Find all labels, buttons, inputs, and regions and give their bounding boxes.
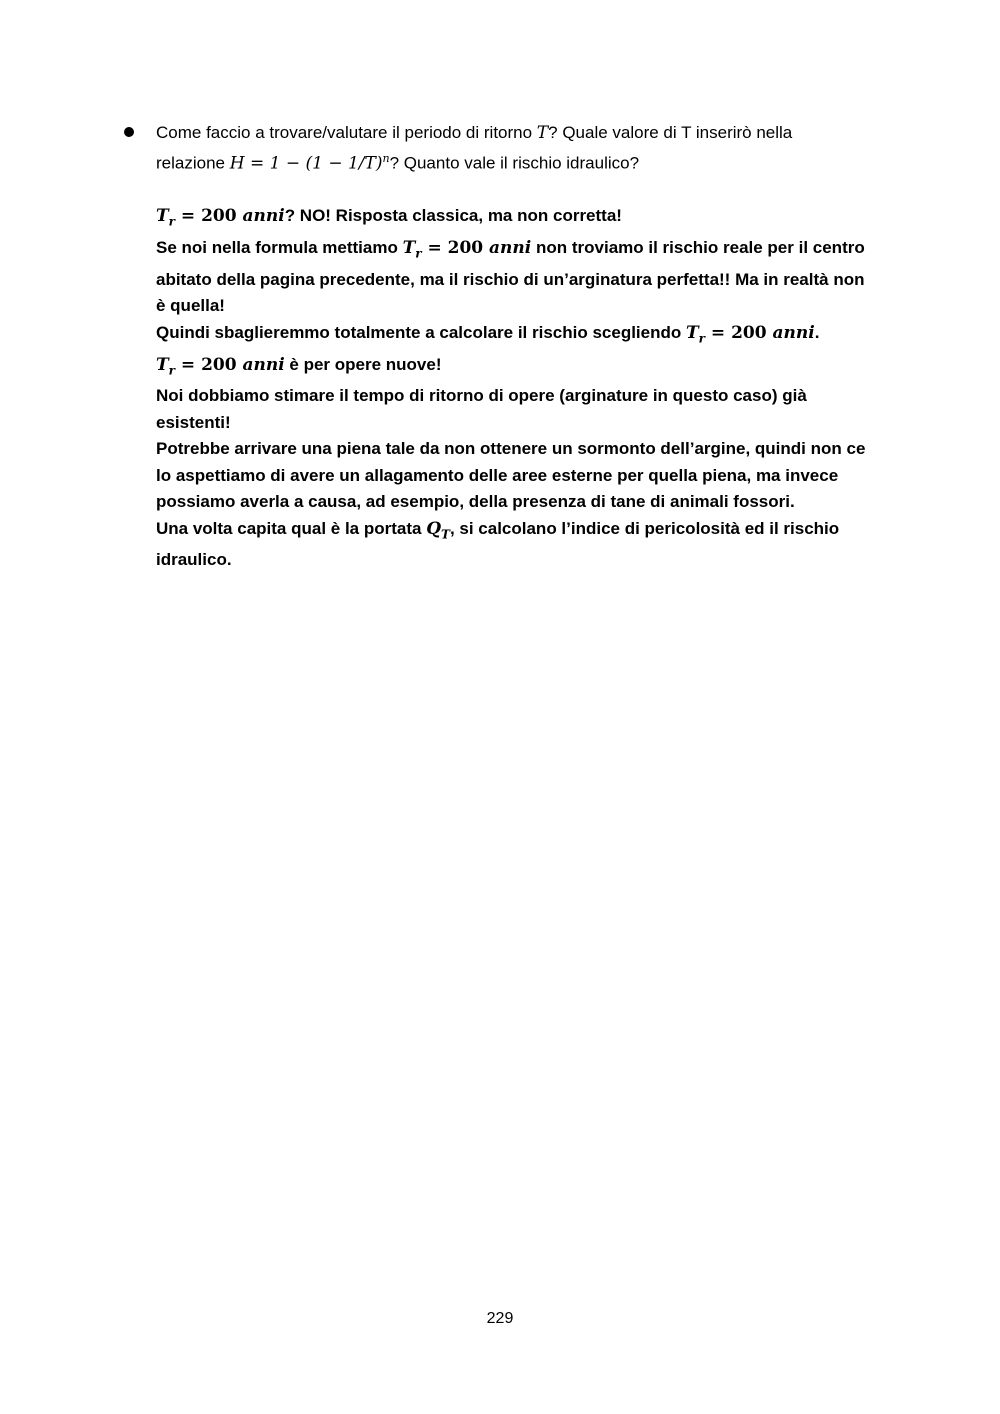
answer-line-10: lo aspettiamo di avere un allagamento delle aree esterne per quella piena, ma invece <box>156 465 839 485</box>
math-subscript: r <box>168 214 175 229</box>
answer-text: Se noi nella formula mettiamo <box>156 238 403 258</box>
answer-line-4: è quella! <box>156 296 225 316</box>
bullet-content <box>156 120 926 574</box>
math-symbol-tr: T <box>156 206 169 227</box>
question-line-2 <box>156 146 926 177</box>
math-unit: anni <box>242 206 285 227</box>
math-subscript: r <box>698 331 705 346</box>
question-text: Come faccio a trovare/valutare il periodo di ritorno <box>156 123 537 142</box>
math-symbol-tr: T <box>402 238 416 259</box>
question-text: relazione <box>156 154 230 174</box>
math-symbol-t: T <box>536 123 549 143</box>
answer-text: è per opere nuove! <box>284 354 442 374</box>
answer-line-9: Potrebbe arrivare una piena tale da non ottenere un sormonto dell’argine, quindi non ce <box>156 439 866 459</box>
math-value: = 200 <box>174 206 243 227</box>
answer-text: Quindi sbaglieremmo totalmente a calcolare il rischio scegliendo <box>156 322 686 342</box>
answer-line-3: abitato della pagina precedente, ma il rischio di un’arginatura perfetta!! Ma in realtà non <box>156 270 865 290</box>
question-text: ? Quanto vale il rischio idraulico? <box>389 154 640 174</box>
answer-paragraph <box>156 203 926 573</box>
math-exponent: n <box>382 152 390 166</box>
math-formula-h: H = 1 − (1 − 1/T) <box>229 154 383 175</box>
answer-line-11: possiamo averla a causa, ad esempio, della presenza di tane di animali fossori. <box>156 492 795 512</box>
math-unit: anni <box>772 322 815 343</box>
answer-line-13: idraulico. <box>156 550 232 570</box>
answer-text: Una volta capita qual è la portata <box>156 518 427 538</box>
answer-text: ? NO! Risposta classica, ma non corretta! <box>284 206 622 226</box>
answer-line-7: Noi dobbiamo stimare il tempo di ritorno di opere (arginature in questo caso) già <box>156 386 807 406</box>
math-unit: anni <box>242 354 285 375</box>
math-symbol-tr: T <box>686 322 699 343</box>
answer-text: . <box>814 322 820 342</box>
answer-line-8: esistenti! <box>156 412 231 432</box>
answer-line-12 <box>156 516 926 548</box>
math-value: = 200 <box>421 238 490 259</box>
math-subscript: r <box>415 246 422 261</box>
question-text: ? Quale valore di T inserirò nella <box>548 123 793 142</box>
question-paragraph <box>156 120 926 177</box>
answer-line-6 <box>156 352 926 384</box>
bullet-point <box>124 127 134 137</box>
answer-line-5 <box>156 320 926 352</box>
math-unit: anni <box>489 238 532 259</box>
math-value: = 200 <box>174 354 243 375</box>
page-number: 229 <box>486 1310 514 1327</box>
answer-text: , si calcolano l’indice di pericolosità ed il rischio <box>449 518 840 538</box>
question-line-1 <box>156 120 926 146</box>
answer-line-2 <box>156 235 926 267</box>
math-subscript: T <box>441 526 450 541</box>
answer-text: non troviamo il rischio reale per il centro <box>531 238 865 258</box>
answer-line-1 <box>156 203 926 235</box>
math-symbol-tr: T <box>156 354 169 375</box>
math-value: = 200 <box>704 322 773 343</box>
math-subscript: r <box>168 363 175 378</box>
math-symbol-qt: Q <box>426 518 441 539</box>
